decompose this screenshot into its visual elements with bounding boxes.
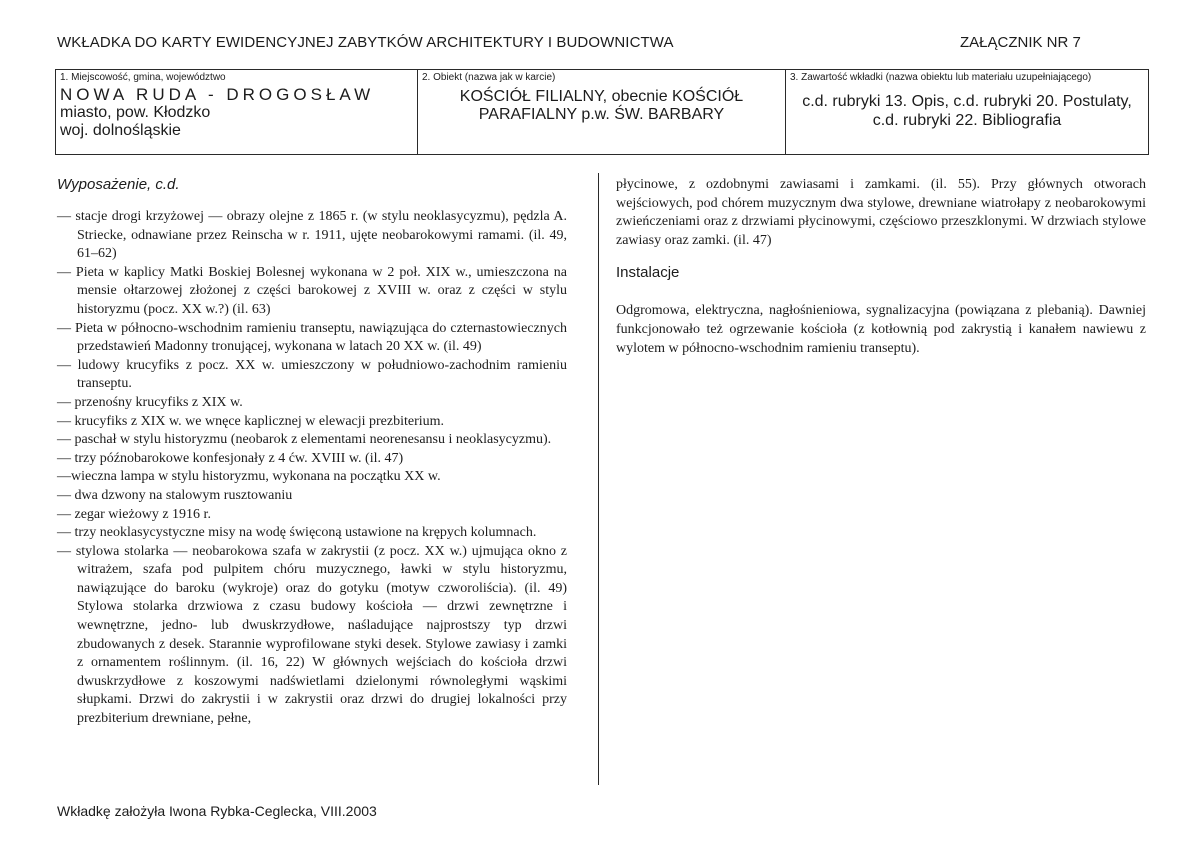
list-item: — trzy późnobarokowe konfesjonały z 4 ćw. XVIII w. (il. 47) [57,450,404,466]
section-heading-installations: Instalacje [616,264,680,282]
list-item: — trzy neoklasycystyczne misy na wodę święconą ustawione na krępych kolumnach. [57,525,537,541]
location-name: NOWA RUDA - DROGOSŁAW [60,85,375,104]
content-cell [786,70,1148,154]
attachment-number: ZAŁĄCZNIK NR 7 [960,34,1081,51]
content-description: c.d. rubryki 13. Opis, c.d. rubryki 20. Postulaty, c.d. rubryki 22. Bibliografia [802,93,1132,129]
right-column [616,176,1146,358]
list-item: — dwa dzwony na stalowym rusztowaniu [57,487,293,503]
list-item: — stacje drogi krzyżowej — obrazy olejne z 1865 r. (w stylu neoklasycyzmu), pędzla A. Striecke, odnawiane przez Reinscha w r. 1911, ujęte neobarokowymi ramami. (il. 49, 61–62) [57,209,567,262]
list-item: — Pieta w kaplicy Matki Boskiej Bolesnej wykonana w 2 poł. XIX w., umieszczona na mensie ołtarzowej złożonej z części barokowej z XVIII w. oraz z części w stylu historyzmu (pocz. XX w.?) (il. 63) [57,264,567,317]
author-note: Wkładkę założyła Iwona Rybka-Ceglecka, VIII.2003 [57,803,377,819]
location-cell [56,70,418,154]
list-item: — krucyfiks z XIX w. we wnęce kaplicznej w elewacji prezbiterium. [57,413,445,429]
section-heading-equipment: Wyposażenie, c.d. [57,176,180,193]
object-cell [418,70,786,154]
header-box [55,69,1149,155]
object-name: KOŚCIÓŁ FILIALNY, obecnie KOŚCIÓŁ PARAFIALNY p.w. ŚW. BARBARY [459,88,744,123]
list-item: — zegar wieżowy z 1916 r. [57,506,211,522]
installations-paragraph: Odgromowa, elektryczna, nagłośnieniowa, sygnalizacyjna (powiązana z plebanią). Dawniej funkcjonowało też ogrzewanie kościoła (z kotłownią pod zakrystią i kanałem nawiewu z wylotem w północno-wschodnim ramieniu transeptu). [616,303,1146,356]
column-divider [598,173,599,785]
list-item: — stylowa stolarka — neobarokowa szafa w zakrystii (z pocz. XX w.) ujmująca okno z witrażem, szafa pod pulpitem chóru muzycznego, ławki w stylu historyzmu, nawiązujące do baroku (wykroje) oraz do gotyku (motyw czworoliścia). (il. 49) Stylowa stolarka drzwiowa z czasu budowy kościoła — drzwi zewnętrzne i wewnętrzne, jedno- lub dwuskrzydłowe, naśladujące najprostszy typ drzwi zbudowanych z desek. Starannie wyprofilowane styki desek. Stylowe zawiasy i zamki z ornamentem roślinnym. (il. 16, 22) W głównych wejściach do kościoła drzwi dwuskrzydłowe z koszowymi nadświetlami dzielonymi równoległymi wąskimi słupkami. Drzwi do zakrystii i w zakrystii oraz drzwi do drugiej lokalności przy prezbiterium drewniane, pełne, [57,543,567,727]
list-item: — Pieta w północno-wschodnim ramieniu transeptu, nawiązująca do czternastowiecznych przedstawień Madonny tronującej, wykonana w latach 20 XX w. (il. 49) [57,320,567,355]
object-caption: 2. Obiekt (nazwa jak w karcie) [422,72,556,83]
list-item: — przenośny krucyfiks z XIX w. [57,394,243,410]
list-item: — ludowy krucyfiks z pocz. XX w. umieszczony w południowo-zachodnim ramieniu transeptu. [57,357,567,392]
left-column [57,176,567,729]
continuation-paragraph: płycinowe, z ozdobnymi zawiasami i zamkami. (il. 55). Przy głównych otworach wejściowych, pod chórem muzycznym dwa stylowe, drewniane wiatrołapy z neobarokowymi zwieńczeniami oraz z drzwiami płycinowymi, częściowo przeszklonymi. W drzwiach stylowe zawiasy oraz zamki. (il. 47) [616,177,1146,248]
content-caption: 3. Zawartość wkładki (nazwa obiektu lub materiału uzupełniającego) [790,72,1092,83]
location-province: woj. dolnośląskie [60,122,181,139]
location-county: miasto, pow. Kłodzko [60,104,211,121]
document-title: WKŁADKA DO KARTY EWIDENCYJNEJ ZABYTKÓW ARCHITEKTURY I BUDOWNICTWA [57,34,674,51]
list-item: —wieczna lampa w stylu historyzmu, wykonana na początku XX w. [57,469,441,485]
location-caption: 1. Miejscowość, gmina, województwo [60,72,226,83]
list-item: — paschał w stylu historyzmu (neobarok z elementami neorenesansu i neoklasycyzmu). [57,432,552,448]
